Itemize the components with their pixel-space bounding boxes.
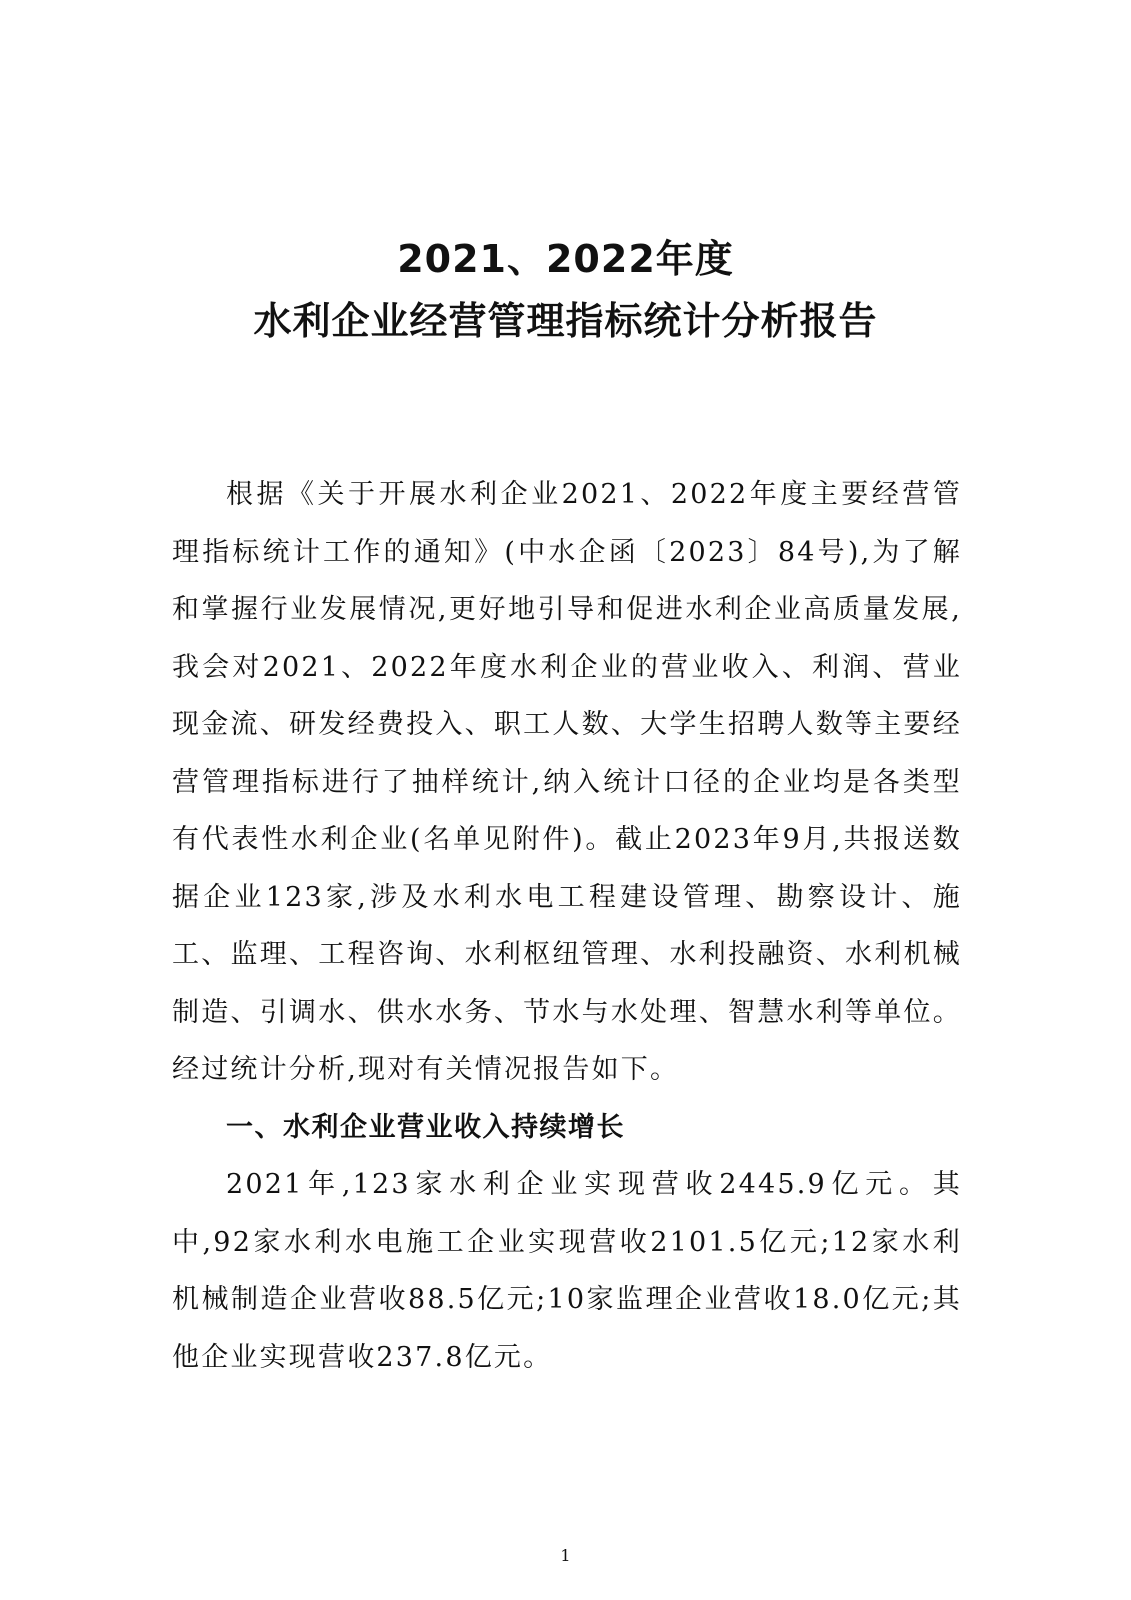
section-heading-1: 一、水利企业营业收入持续增长 xyxy=(226,1111,625,1143)
document-title xyxy=(0,228,1131,352)
document-body xyxy=(172,466,962,1386)
title-line-1: 2021、2022年度 xyxy=(397,237,734,281)
title-line-2: 水利企业经营管理指标统计分析报告 xyxy=(253,299,878,343)
page-number: 1 xyxy=(560,1546,571,1565)
section-1-paragraph: 2021年,123家水利企业实现营收2445.9亿元。其中,92家水利水电施工企业实现营收2101.5亿元;12家水利机械制造企业营收88.5亿元;10家监理企业营收18.0亿元;其他企业实现营收237.8亿元。 xyxy=(172,1169,962,1373)
intro-paragraph: 根据《关于开展水利企业2021、2022年度主要经营管理指标统计工作的通知》(中水企函〔2023〕84号),为了解和掌握行业发展情况,更好地引导和促进水利企业高质量发展,我会对2021、2022年度水利企业的营业收入、利润、营业现金流、研发经费投入、职工人数、大学生招聘人数等主要经营管理指标进行了抽样统计,纳入统计口径的企业均是各类型有代表性水利企业(名单见附件)。截止2023年9月,共报送数据企业123家,涉及水利水电工程建设管理、勘察设计、施工、监理、工程咨询、水利枢纽管理、水利投融资、水利机械制造、引调水、供水水务、节水与水处理、智慧水利等单位。经过统计分析,现对有关情况报告如下。 xyxy=(172,479,962,1085)
